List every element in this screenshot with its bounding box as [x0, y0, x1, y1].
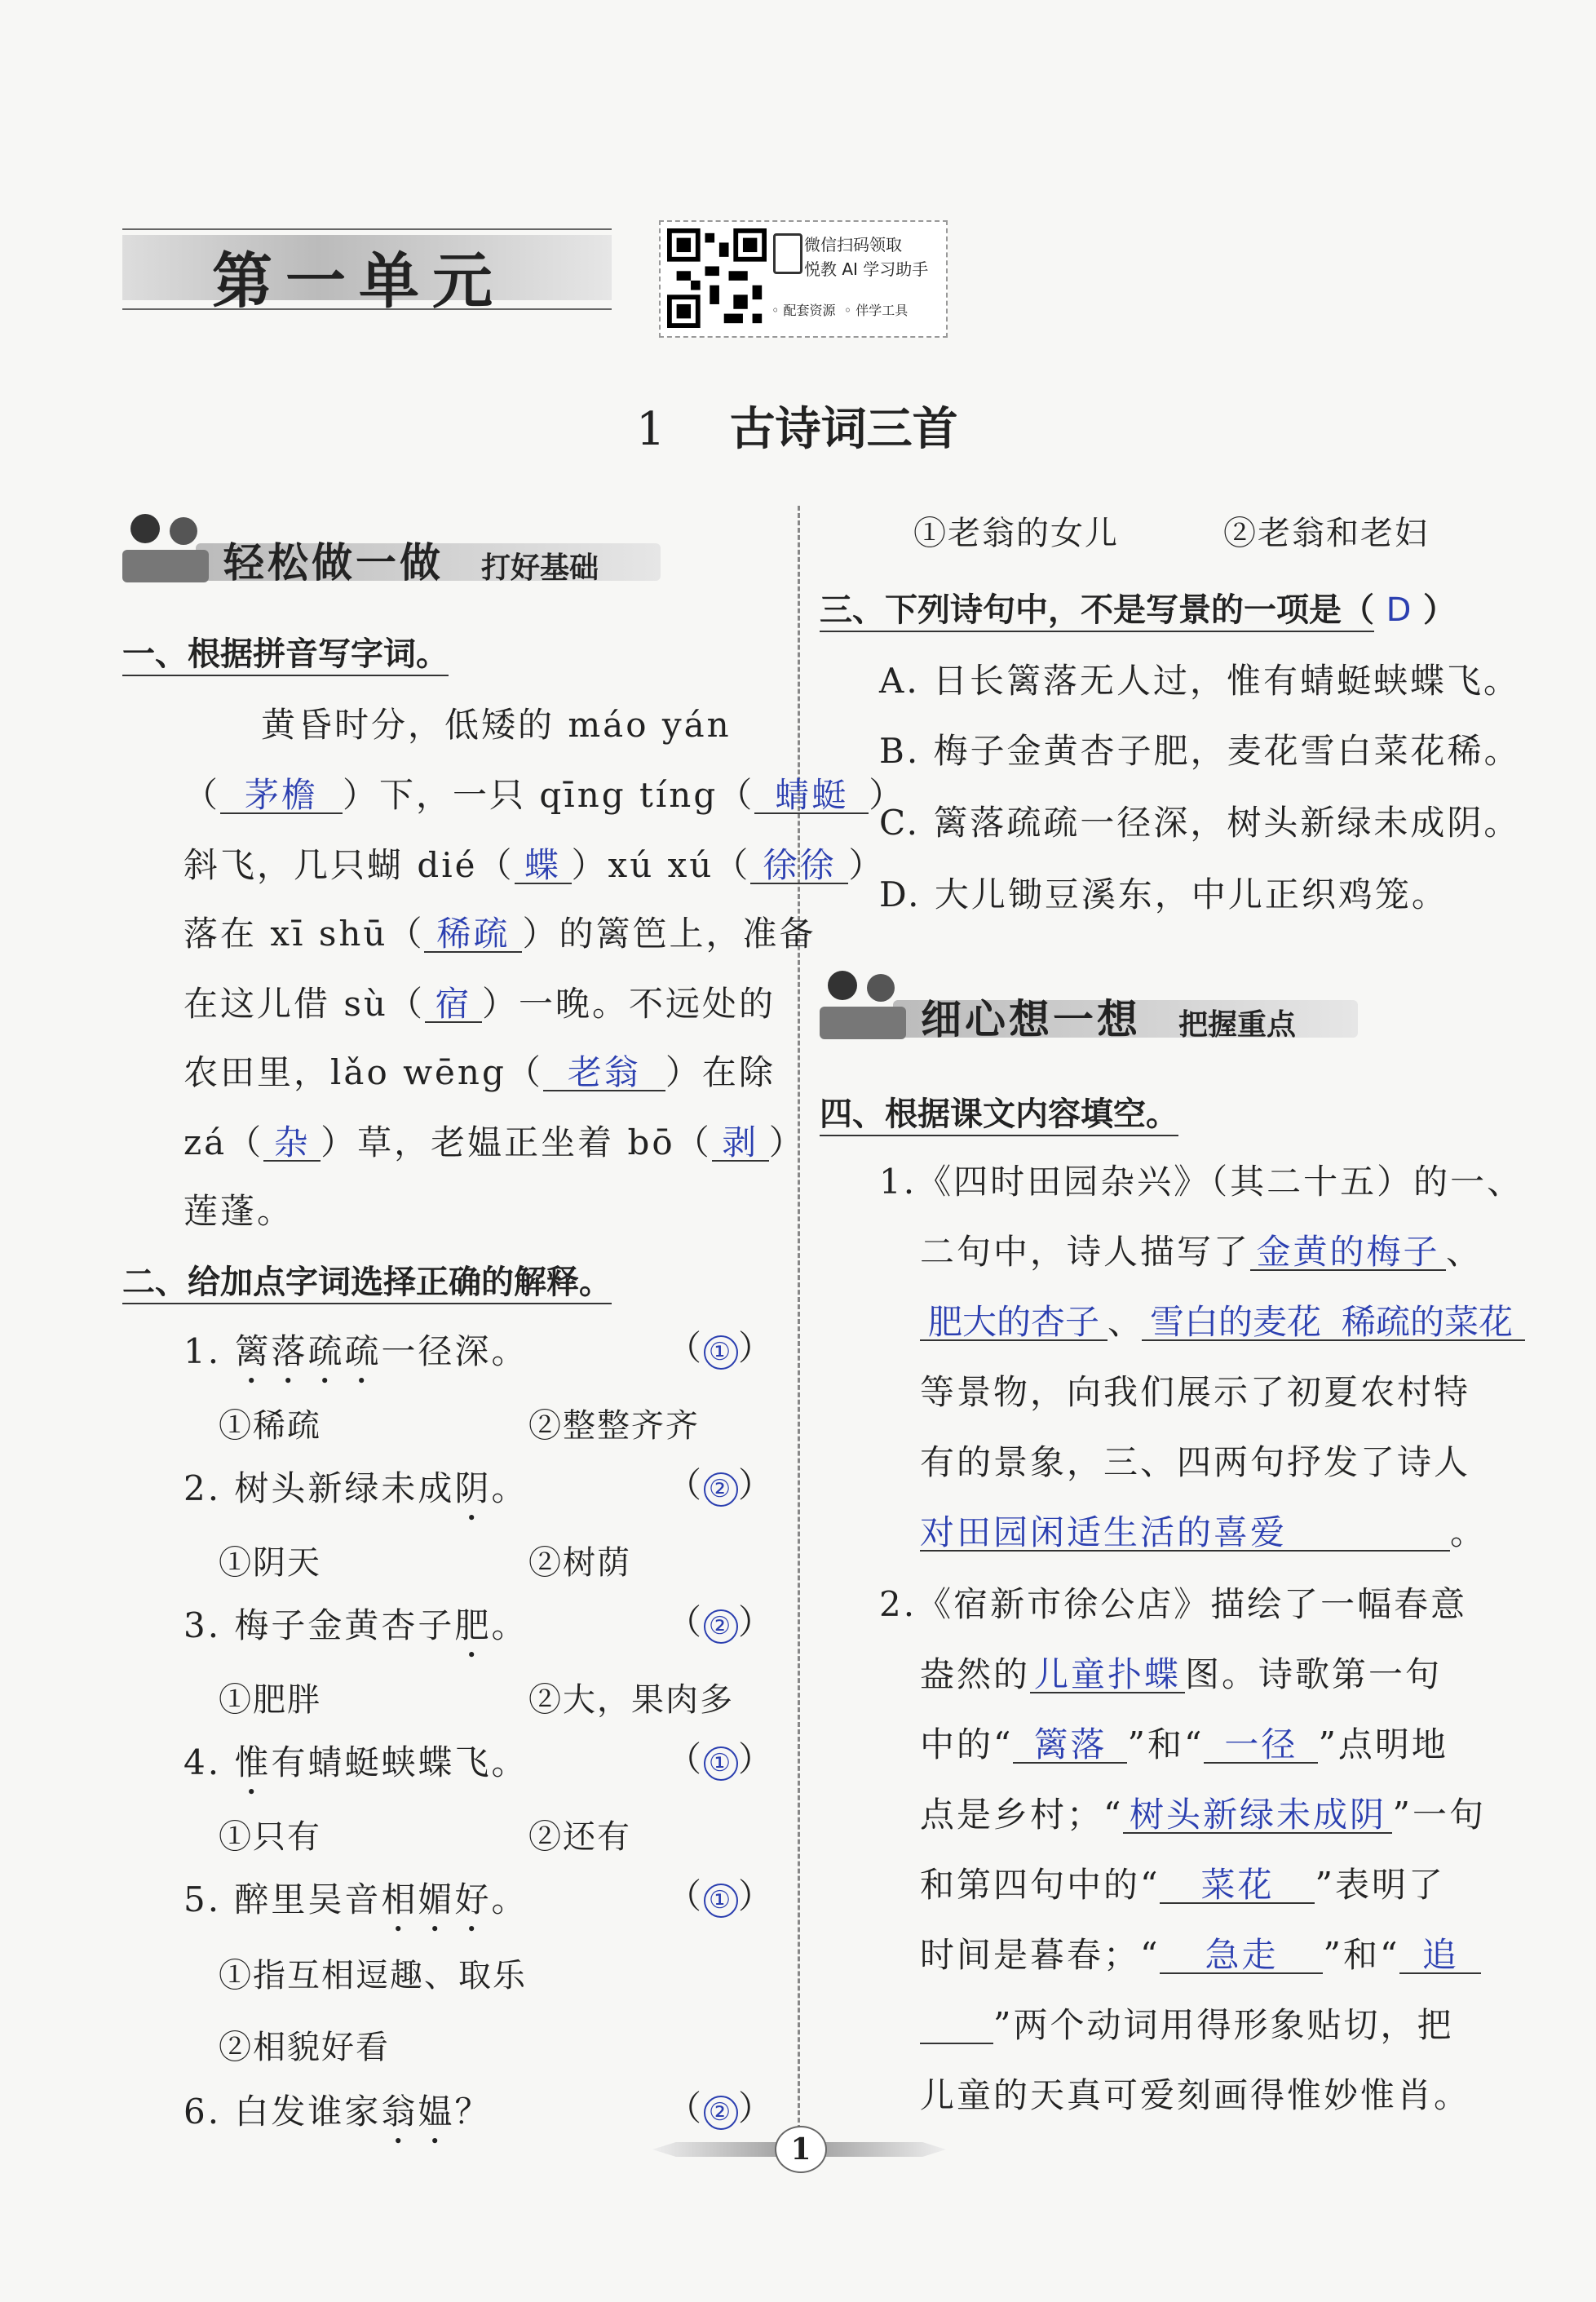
section2-heading: 二、给加点字词选择正确的解释。	[122, 1256, 612, 1303]
s1-line4: 落在 xī shū（ 稀疏 ）的篱笆上，准备	[183, 914, 816, 954]
answer-laoweng: 老翁	[543, 1056, 665, 1091]
page-number: 1	[775, 2126, 827, 2173]
s4-p1-line5: 有的景象，三、四两句抒发了诗人	[920, 1442, 1471, 1482]
s4-p1-line4: 等景物，向我们展示了初夏农村特	[920, 1372, 1471, 1412]
s4-p2-line7: ”两个动词用得形象贴切，把	[920, 2008, 1453, 2044]
s1-line1: 黄昏时分，低矮的 máo yán	[261, 705, 732, 745]
s2-q1-answer: （ ① ）	[667, 1328, 776, 1368]
answer-qingting: 蜻蜓	[754, 778, 869, 814]
students-icon-2	[820, 971, 909, 1044]
s4-p2-line1: 2.《宿新市徐公店》描绘了一幅春意	[879, 1584, 1468, 1624]
blank-sparse-rape: 稀疏的菜花	[1329, 1305, 1525, 1341]
s1-line5: 在这儿借 sù（ 宿 ）一晚。不远处的	[183, 984, 776, 1024]
section-banner-key	[820, 963, 1358, 1052]
answer-die: 蝶	[515, 848, 572, 884]
s2-q6: 6. 白发谁家翁媪？	[183, 2092, 492, 2132]
s2-q5-opt1: ①指互相逗趣、取乐	[219, 1957, 527, 1994]
s1-line3: 斜飞，几只蝴 dié（ 蝶 ）xú xú（ 徐徐 ）	[183, 845, 886, 885]
section4-heading: 四、根据课文内容填空。	[820, 1088, 1178, 1135]
blank-chase: 追	[1399, 1938, 1481, 1974]
section1-heading: 一、根据拼音写字词。	[122, 628, 449, 675]
s3-option-c: C. 篱落疏疏一径深，树头新绿未成阴。	[879, 803, 1521, 843]
s2-q3-opt2: ②大，果肉多	[528, 1681, 734, 1719]
s3-answer: D	[1386, 591, 1412, 629]
s4-p1-line6: 对田园闲适生活的喜爱 。	[920, 1512, 1488, 1552]
banner-basic-title: 轻松做一做	[223, 539, 444, 587]
s3-option-a: A. 日长篱落无人过，惟有蜻蜓蛱蝶飞。	[879, 661, 1521, 701]
qr-foot-2: 伴学工具	[855, 303, 909, 318]
s4-p2-line5: 和第四句中的“ 菜花 ”表明了	[920, 1865, 1445, 1905]
s2-q1-opt2: ②整整齐齐	[528, 1407, 700, 1445]
blank-poet-feeling: 对田园闲适生活的喜爱	[920, 1516, 1450, 1552]
banner-basic-subtitle: 打好基础	[481, 551, 599, 585]
s2-q4: 4. 惟有蜻蜓蛱蝶飞。	[183, 1742, 528, 1782]
s4-p1-line1: 1.《四时田园杂兴》（其二十五）的一、	[879, 1162, 1524, 1202]
s2-q4-answer: （ ① ）	[667, 1739, 776, 1779]
qr-foot-1: 配套资源	[783, 303, 836, 318]
s2-q6-answer: （ ② ）	[667, 2088, 776, 2128]
blank-golden-plum: 金黄的梅子	[1250, 1235, 1446, 1271]
s2-q5-answer: （ ① ）	[667, 1876, 776, 1916]
s2-q3-answer: （ ② ）	[667, 1602, 776, 1642]
answer-bo: 剥	[712, 1126, 769, 1162]
column-divider	[798, 506, 800, 2137]
students-icon	[122, 514, 212, 587]
s1-line6: 农田里，lǎo wēng（ 老翁 ）在除	[183, 1052, 776, 1092]
unit-header	[122, 220, 612, 318]
s4-p2-line6: 时间是暮春；“ 急走 ”和“ 追	[920, 1938, 1481, 1974]
s4-p1-line2: 二句中，诗人描写了 金黄的梅子 、	[920, 1232, 1483, 1272]
answer-su: 宿	[425, 987, 482, 1023]
answer-maoyan: 茅檐	[220, 778, 343, 814]
qr-line-2: 悦教 AI 学习助手	[804, 259, 929, 279]
qr-line-1: 微信扫码领取	[804, 235, 902, 255]
s2-q1-opt1: ①稀疏	[219, 1407, 321, 1445]
lesson-title-text: 古诗词三首	[729, 402, 958, 456]
assistant-icon	[773, 233, 802, 274]
s2-q4-opt2: ②还有	[528, 1818, 631, 1856]
s2-q2-opt1: ①阴天	[219, 1544, 321, 1582]
s2-q4-opt1: ①只有	[219, 1818, 321, 1856]
s4-p2-line3: 中的“ 篱落 ”和“ 一径 ”点明地	[920, 1724, 1448, 1764]
unit-title: 第一单元	[212, 246, 506, 317]
s2-q6-opt1: ①老翁的女儿	[913, 515, 1119, 552]
s2-q3: 3. 梅子金黄杏子肥。	[183, 1605, 528, 1645]
blank-white-wheat: 雪白的麦花	[1142, 1305, 1329, 1341]
s4-p1-line3: 肥大的杏子 、 雪白的麦花 稀疏的菜花	[920, 1305, 1525, 1341]
blank-run: 急走	[1160, 1938, 1323, 1974]
section3-heading: 三、下列诗句中，不是写景的一项是（ D ）	[820, 584, 1456, 631]
blank-rape-flower: 菜花	[1160, 1868, 1315, 1904]
s2-q2: 2. 树头新绿未成阴。	[183, 1468, 528, 1508]
answer-xishu: 稀疏	[424, 917, 522, 953]
lesson-title	[636, 393, 958, 458]
s2-q2-answer: （ ② ）	[667, 1465, 776, 1505]
page-number-ribbon	[652, 2121, 946, 2178]
s2-q3-opt1: ①肥胖	[219, 1681, 321, 1719]
s1-line2: （ 茅檐 ）下，一只 qīng tíng（ 蜻蜓 ）	[183, 775, 906, 815]
answer-za: 杂	[263, 1126, 321, 1162]
s3-option-d: D. 大儿锄豆溪东，中儿正织鸡笼。	[879, 874, 1448, 914]
s1-line8: 莲蓬。	[183, 1191, 294, 1231]
blank-picture: 儿童扑蝶	[1030, 1658, 1185, 1693]
s2-q5: 5. 醉里吴音相媚好。	[183, 1879, 528, 1919]
s2-q2-opt2: ②树荫	[528, 1544, 631, 1582]
s2-q5-opt2: ②相貌好看	[219, 2029, 390, 2066]
banner-key-subtitle: 把握重点	[1178, 1008, 1297, 1042]
s3-option-b: B. 梅子金黄杏子肥，麦花雪白菜花稀。	[879, 731, 1521, 771]
blank-fat-apricot: 肥大的杏子	[920, 1305, 1107, 1341]
s2-q6-opt2: ②老翁和老妇	[1223, 515, 1429, 552]
qr-panel: 微信扫码领取 悦教 AI 学习助手 ◦ 配套资源 ◦ 伴学工具	[659, 220, 948, 338]
s4-p2-line4: 点是乡村；“ 树头新绿未成阴 ”一句	[920, 1795, 1486, 1835]
banner-key-title: 细心想一想	[921, 996, 1141, 1043]
lesson-number: 1	[636, 403, 665, 456]
blank-treetop-line: 树头新绿未成阴	[1123, 1798, 1392, 1834]
s4-p2-line8: 儿童的天真可爱刻画得惟妙惟肖。	[920, 2075, 1471, 2115]
section-banner-basic	[122, 506, 661, 595]
s4-p2-line2: 盎然的 儿童扑蝶 图。诗歌第一句	[920, 1654, 1443, 1694]
qr-code-icon	[667, 228, 767, 328]
s2-q1: 1. 篱落疏疏一径深。	[183, 1331, 528, 1371]
answer-xuxu: 徐徐	[750, 848, 848, 884]
s1-line7: zá（ 杂 ）草，老媪正坐着 bō（ 剥 ）	[183, 1122, 806, 1162]
blank-path: 一径	[1204, 1728, 1318, 1764]
blank-fence: 篱落	[1013, 1728, 1127, 1764]
